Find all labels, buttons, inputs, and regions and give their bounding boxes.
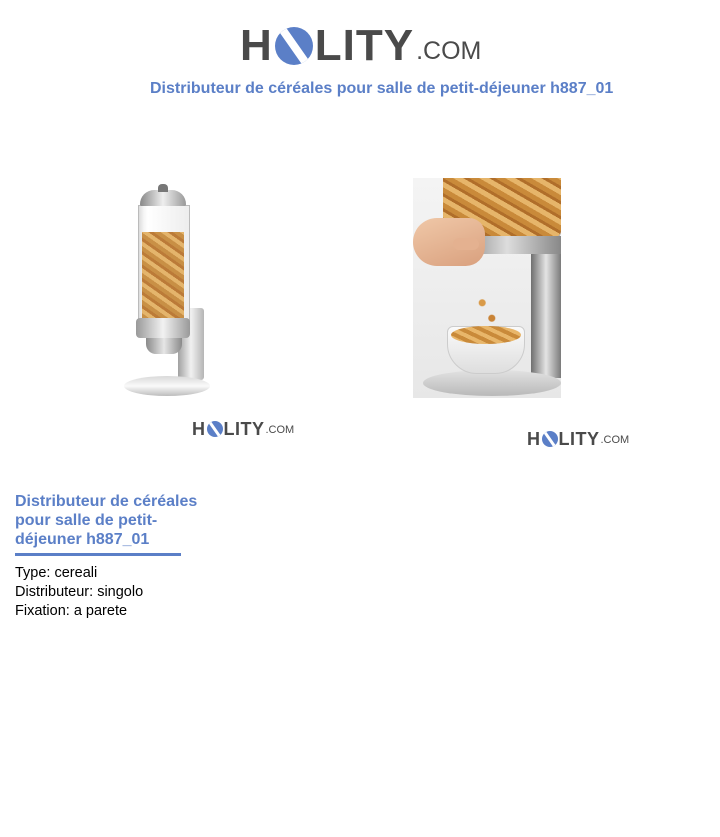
product-image-in-use bbox=[413, 178, 561, 398]
logo-domain: .COM bbox=[416, 37, 482, 65]
spec-list bbox=[15, 564, 143, 621]
product-title: Distributeur de céréales pour salle de petit-déjeuner h887_01 bbox=[15, 493, 198, 548]
logo-o-icon bbox=[542, 431, 558, 447]
site-logo[interactable] bbox=[240, 12, 481, 68]
product-image-dispenser bbox=[108, 180, 218, 405]
logo-o-icon bbox=[207, 421, 223, 437]
image-watermark-logo: H LITY .COM bbox=[527, 429, 630, 449]
spec-item: Distributeur: singolo bbox=[15, 584, 144, 600]
page-title: Distributeur de céréales pour salle de petit-déjeuner h887_01 bbox=[150, 80, 614, 97]
spec-item: Fixation: a parete bbox=[15, 603, 128, 619]
logo-letter-h: H bbox=[240, 21, 273, 70]
spec-item: Type: cereali bbox=[15, 565, 98, 581]
logo-o-icon bbox=[275, 27, 313, 65]
image-watermark-logo: H LITY .COM bbox=[192, 419, 295, 439]
title-underline bbox=[15, 553, 181, 556]
logo-word: LITY bbox=[314, 21, 415, 70]
